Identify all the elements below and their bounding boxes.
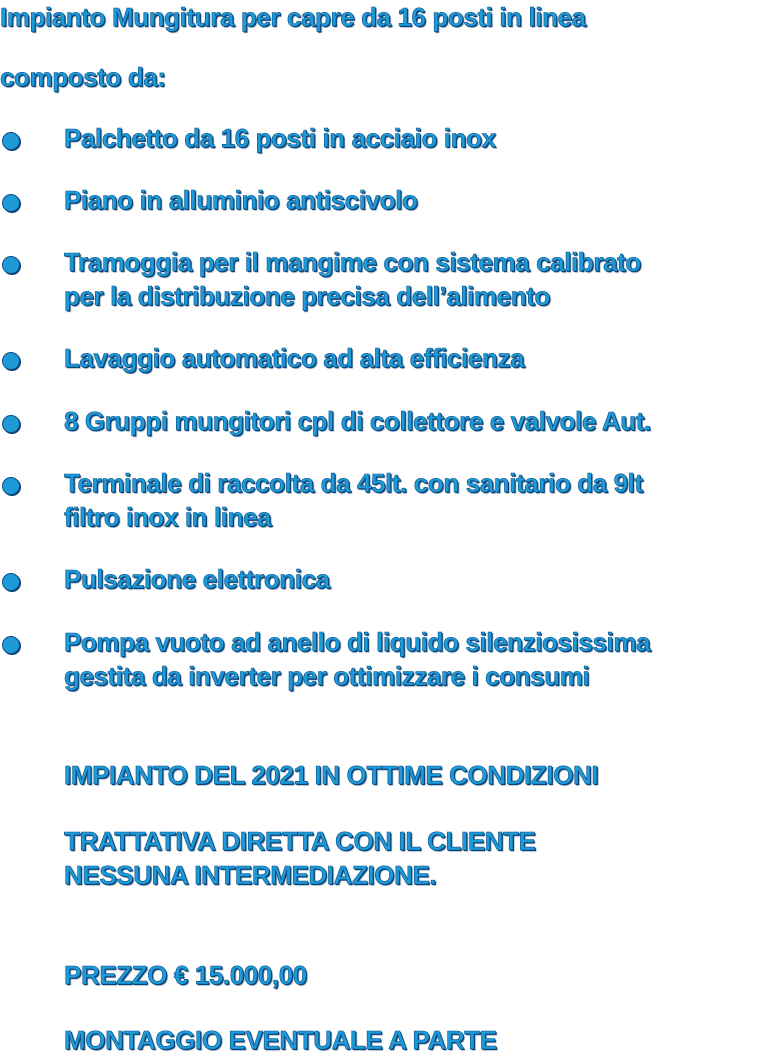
list-item-text: Tramoggia per il mangime con sistema calibrato bbox=[64, 247, 641, 277]
list-item-text: Palchetto da 16 posti in acciaio inox bbox=[64, 123, 496, 153]
list-item-text: gestita da inverter per ottimizzare i consumi bbox=[64, 661, 590, 691]
list-item-text: Terminale di raccolta da 45lt. con sanitario da 9lt bbox=[64, 468, 643, 498]
list-item-text: Lavaggio automatico ad alta efficienza bbox=[64, 343, 525, 373]
deal-note-line1: TRATTATIVA DIRETTA CON IL CLIENTE bbox=[64, 826, 536, 856]
condition-note: IMPIANTO DEL 2021 IN OTTIME CONDIZIONI bbox=[64, 760, 599, 790]
bullet-icon bbox=[2, 636, 20, 654]
bullet-icon bbox=[2, 256, 20, 274]
bullet-icon bbox=[2, 132, 20, 150]
bullet-icon bbox=[2, 477, 20, 495]
price-text: PREZZO € 15.000,00 bbox=[64, 960, 307, 990]
list-item-text: per la distribuzione precisa dell’alimento bbox=[64, 281, 550, 311]
deal-note-line2: NESSUNA INTERMEDIAZIONE. bbox=[64, 860, 437, 890]
bullet-icon bbox=[2, 573, 20, 591]
list-item-text: Piano in alluminio antiscivolo bbox=[64, 185, 418, 215]
list-item-text: Pompa vuoto ad anello di liquido silenziosissima bbox=[64, 627, 651, 657]
list-item-text: Pulsazione elettronica bbox=[64, 564, 330, 594]
assembly-note: MONTAGGIO EVENTUALE A PARTE bbox=[64, 1025, 497, 1055]
bullet-icon bbox=[2, 415, 20, 433]
bullet-icon bbox=[2, 194, 20, 212]
listing-title: Impianto Mungitura per capre da 16 posti in linea bbox=[0, 2, 586, 32]
list-item-text: filtro inox in linea bbox=[64, 502, 272, 532]
list-item-text: 8 Gruppi mungitori cpl di collettore e valvole Aut. bbox=[64, 406, 651, 436]
bullet-icon bbox=[2, 352, 20, 370]
intro-text: composto da: bbox=[0, 62, 166, 92]
